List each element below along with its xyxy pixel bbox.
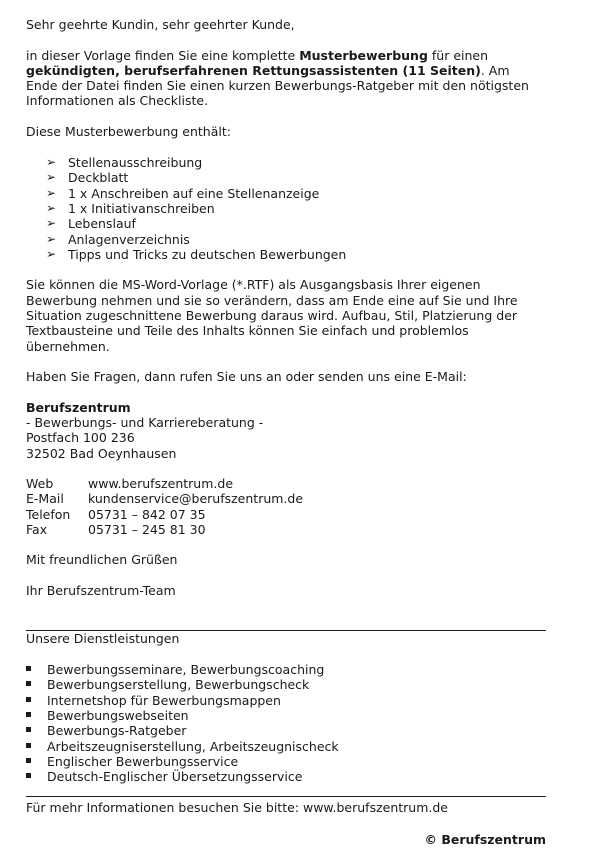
intro-line-3: Ende der Datei finden Sie einen kurzen Bewerbungs-Ratgeber mit den nötigsten [26, 78, 529, 93]
city: 32502 Bad Oeynhausen [26, 446, 177, 461]
email-link[interactable]: kundenservice@berufszentrum.de [88, 491, 304, 506]
list-item: Lebenslauf [68, 216, 136, 231]
square-bullet-icon [26, 712, 31, 717]
postbox: Postfach 100 236 [26, 430, 135, 445]
divider [26, 796, 546, 797]
contact-key: Fax [26, 522, 48, 537]
paragraph-line: Textbausteine und Teile des Inhalts können Sie einfach und problemlos [26, 323, 469, 338]
contact-key: Telefon [26, 507, 71, 522]
phone-value: 05731 – 842 07 35 [88, 507, 206, 522]
intro-line-1 [26, 48, 488, 63]
contact-key: E-Mail [26, 491, 64, 506]
copyright: © Berufszentrum [424, 832, 546, 847]
list-item: Bewerbungserstellung, Bewerbungscheck [47, 677, 310, 692]
salutation: Sehr geehrte Kundin, sehr geehrter Kunde, [26, 17, 295, 32]
list-item: Anlagenverzeichnis [68, 232, 190, 247]
intro-bold: gekündigten, berufserfahrenen Rettungsassistenten (11 Seiten) [26, 63, 481, 78]
intro-line-4: Informationen als Checkliste. [26, 93, 209, 108]
arrow-bullet-icon: ➢ [46, 186, 57, 200]
list-item: Bewerbungs-Ratgeber [47, 723, 187, 738]
paragraph-line: Situation zugeschnittene Bewerbung daraus wird. Aufbau, Stil, Platzierung der [26, 308, 518, 323]
list-item: Englischer Bewerbungsservice [47, 754, 239, 769]
list-item: Deutsch-Englischer Übersetzungsservice [47, 769, 303, 784]
arrow-bullet-icon: ➢ [46, 201, 57, 215]
list-item: Arbeitszeugniserstellung, Arbeitszeugnischeck [47, 739, 339, 754]
more-info: Für mehr Informationen besuchen Sie bitte: www.berufszentrum.de [26, 800, 448, 815]
list-item: 1 x Initiativanschreiben [68, 201, 215, 216]
arrow-bullet-icon: ➢ [46, 247, 57, 261]
divider [26, 630, 546, 631]
list-item: Bewerbungswebseiten [47, 708, 189, 723]
square-bullet-icon [26, 727, 31, 732]
questions-line: Haben Sie Fragen, dann rufen Sie uns an oder senden uns eine E-Mail: [26, 369, 467, 384]
list-item: Bewerbungsseminare, Bewerbungscoaching [47, 662, 325, 677]
square-bullet-icon [26, 758, 31, 763]
contents-heading: Diese Musterbewerbung enthält: [26, 124, 231, 139]
list-item: Deckblatt [68, 170, 129, 185]
square-bullet-icon [26, 681, 31, 686]
company-subtitle: - Bewerbungs- und Karriereberatung - [26, 415, 264, 430]
square-bullet-icon [26, 666, 31, 671]
paragraph-line: Sie können die MS-Word-Vorlage (*.RTF) als Ausgangsbasis Ihrer eigenen [26, 277, 481, 292]
paragraph-line: Bewerbung nehmen und sie so verändern, dass am Ende eine auf Sie und Ihre [26, 293, 518, 308]
intro-line-2 [26, 63, 510, 78]
contact-key: Web [26, 476, 54, 491]
arrow-bullet-icon: ➢ [46, 170, 57, 184]
square-bullet-icon [26, 743, 31, 748]
list-item: 1 x Anschreiben auf eine Stellenanzeige [68, 186, 320, 201]
arrow-bullet-icon: ➢ [46, 232, 57, 246]
intro-text: für einen [427, 48, 489, 63]
intro-text: . Am [480, 63, 510, 78]
list-item: Stellenausschreibung [68, 155, 203, 170]
web-link[interactable]: www.berufszentrum.de [88, 476, 234, 491]
list-item: Internetshop für Bewerbungsmappen [47, 693, 281, 708]
intro-text: in dieser Vorlage finden Sie eine komplette [26, 48, 300, 63]
intro-bold: Musterbewerbung [299, 48, 428, 63]
square-bullet-icon [26, 773, 31, 778]
arrow-bullet-icon: ➢ [46, 155, 57, 169]
square-bullet-icon [26, 697, 31, 702]
paragraph-line: übernehmen. [26, 339, 110, 354]
services-heading: Unsere Dienstleistungen [26, 631, 180, 646]
arrow-bullet-icon: ➢ [46, 216, 57, 230]
list-item: Tipps und Tricks zu deutschen Bewerbungen [68, 247, 347, 262]
closing: Mit freundlichen Grüßen [26, 552, 178, 567]
fax-value: 05731 – 245 81 30 [88, 522, 206, 537]
company-name: Berufszentrum [26, 400, 131, 415]
signature: Ihr Berufszentrum-Team [26, 583, 176, 598]
